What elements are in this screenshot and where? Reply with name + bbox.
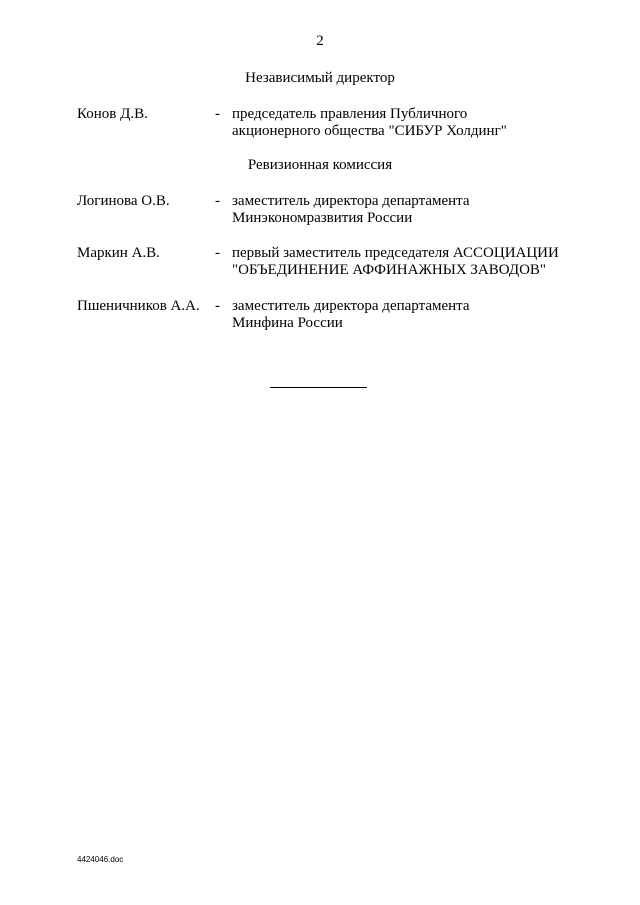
member-position <box>232 245 612 279</box>
dash-separator: - <box>215 245 220 261</box>
member-name: Маркин А.В. <box>77 245 160 261</box>
position-line: "ОБЪЕДИНЕНИЕ АФФИНАЖНЫХ ЗАВОДОВ" <box>232 262 547 278</box>
dash-separator: - <box>215 298 220 314</box>
member-name: Логинова О.В. <box>77 193 170 209</box>
member-position <box>232 106 612 140</box>
member-name: Пшеничников А.А. <box>77 298 200 314</box>
position-line: председатель правления Публичного <box>232 106 468 122</box>
page-number: 2 <box>316 33 324 49</box>
dash-separator: - <box>215 193 220 209</box>
position-line: акционерного общества "СИБУР Холдинг" <box>232 123 507 139</box>
footer-filename: 4424046.doc <box>77 855 124 864</box>
member-name: Конов Д.В. <box>77 106 148 122</box>
position-line: заместитель директора департамента <box>232 298 470 314</box>
position-line: заместитель директора департамента <box>232 193 470 209</box>
member-position <box>232 193 612 227</box>
section-heading-independent-director: Независимый директор <box>245 70 395 86</box>
dash-separator: - <box>215 106 220 122</box>
position-line: Минфина России <box>232 315 343 331</box>
end-separator-line <box>270 387 367 388</box>
member-position <box>232 298 612 332</box>
section-heading-audit-commission: Ревизионная комиссия <box>247 157 393 173</box>
position-line: Минэкономразвития России <box>232 210 413 226</box>
position-line: первый заместитель председателя АССОЦИАЦИИ <box>232 245 559 261</box>
